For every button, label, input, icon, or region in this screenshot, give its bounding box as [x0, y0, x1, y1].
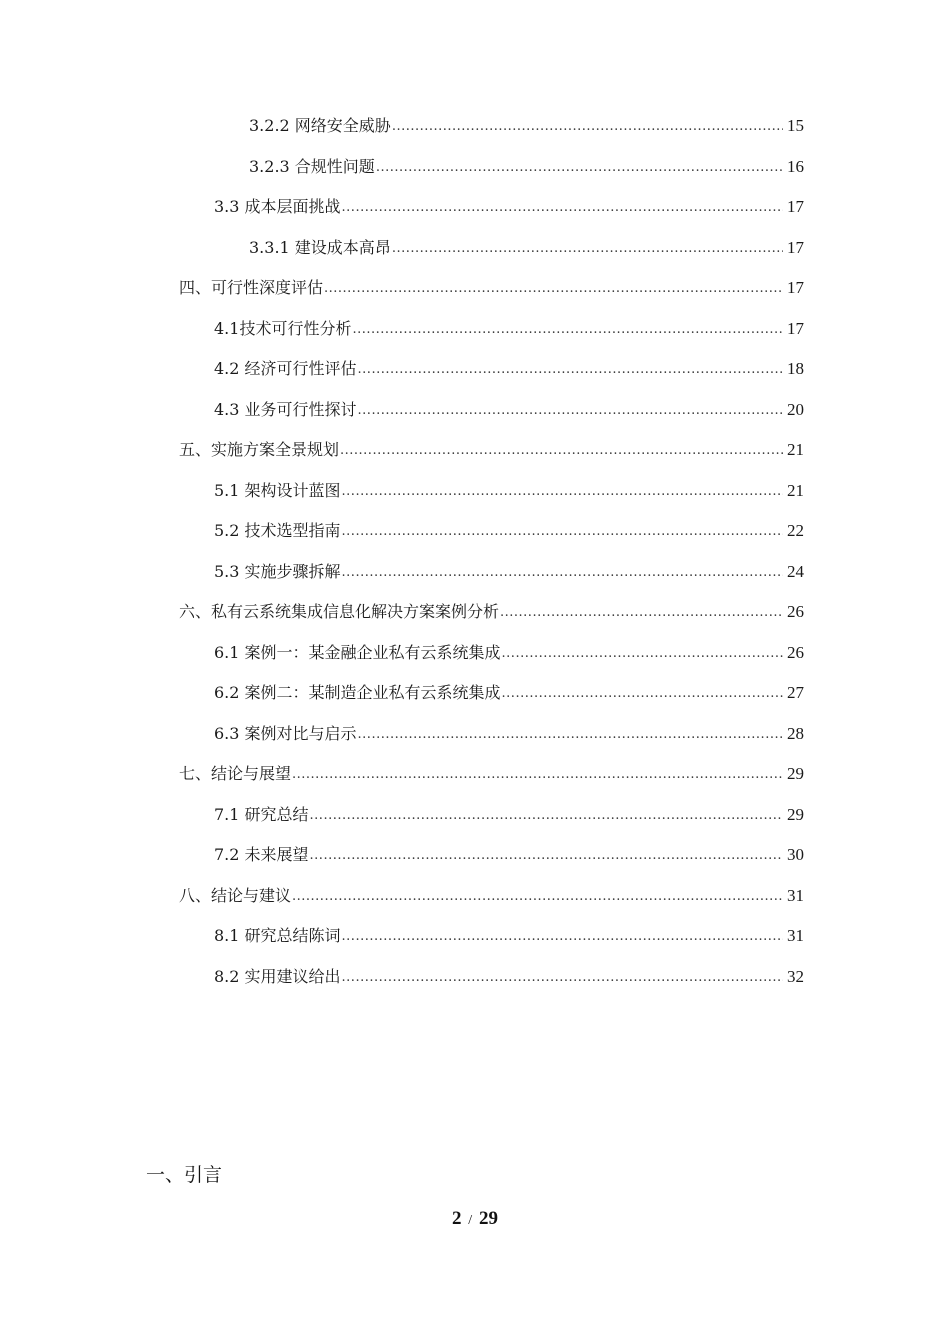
toc-entry-line	[249, 238, 950, 260]
toc-entry-page: 27	[787, 683, 804, 703]
toc-entry[interactable]	[0, 553, 950, 594]
total-page-count: 29	[478, 1208, 498, 1229]
toc-entry[interactable]	[0, 229, 950, 270]
toc-entry-title: 案例一：某金融企业私有云系统集成	[244, 642, 501, 662]
toc-entry-title: 案例二：某制造企业私有云系统集成	[244, 683, 501, 703]
toc-entry-page: 20	[787, 399, 804, 419]
toc-entry[interactable]	[0, 188, 950, 229]
toc-entry-number: 5.1	[214, 480, 245, 500]
toc-entry-line	[214, 319, 950, 341]
toc-entry-line	[214, 967, 950, 989]
toc-dot-leader	[342, 968, 783, 988]
toc-entry[interactable]	[0, 107, 950, 148]
toc-entry[interactable]	[0, 512, 950, 553]
toc-entry-title: 六、私有云系统集成信息化解决方案案例分析	[179, 602, 500, 622]
toc-entry-line	[179, 278, 950, 300]
toc-entry-line	[214, 359, 950, 381]
toc-entry-page: 29	[787, 804, 804, 824]
toc-dot-leader	[392, 239, 783, 259]
toc-entry-line	[214, 197, 950, 219]
toc-entry-title: 成本层面挑战	[244, 197, 341, 217]
toc-entry-number: 5.2	[214, 521, 245, 541]
toc-entry-number: 7.1	[214, 804, 245, 824]
toc-entry-number: 3.2.3	[249, 156, 295, 176]
toc-entry[interactable]	[0, 148, 950, 189]
toc-entry[interactable]	[0, 593, 950, 634]
toc-entry-page: 24	[787, 561, 804, 581]
toc-dot-leader	[376, 158, 783, 178]
toc-entry-line	[214, 724, 950, 746]
toc-entry-line	[179, 886, 950, 908]
toc-entry[interactable]	[0, 674, 950, 715]
toc-entry-title: 五、实施方案全景规划	[179, 440, 340, 460]
section-heading: 一、引言	[146, 1164, 223, 1186]
toc-dot-leader	[358, 360, 783, 380]
page-number-footer	[0, 1208, 950, 1230]
toc-dot-leader	[342, 927, 783, 947]
toc-dot-leader	[310, 846, 783, 866]
toc-entry-number: 6.3	[214, 723, 245, 743]
toc-entry-line	[214, 683, 950, 705]
toc-entry-page: 26	[787, 642, 804, 662]
toc-entry-page: 22	[787, 521, 804, 541]
toc-entry-number: 4.2	[214, 359, 245, 379]
toc-entry-title: 未来展望	[244, 845, 309, 865]
toc-entry-title: 架构设计蓝图	[244, 480, 341, 500]
toc-entry-page: 31	[787, 885, 804, 905]
toc-entry[interactable]	[0, 755, 950, 796]
toc-entry-line	[179, 602, 950, 624]
toc-entry-number: 6.1	[214, 642, 245, 662]
toc-entry-line	[214, 481, 950, 503]
toc-entry-page: 17	[787, 318, 804, 338]
toc-dot-leader	[502, 684, 783, 704]
toc-dot-leader	[310, 806, 783, 826]
toc-entry-title: 八、结论与建议	[179, 885, 292, 905]
toc-entry-title: 网络安全威胁	[294, 116, 391, 136]
toc-entry[interactable]	[0, 877, 950, 918]
toc-entry-line	[214, 643, 950, 665]
table-of-contents	[0, 107, 950, 998]
toc-dot-leader	[358, 725, 783, 745]
toc-entry[interactable]	[0, 917, 950, 958]
toc-entry[interactable]	[0, 431, 950, 472]
toc-entry-number: 6.2	[214, 683, 245, 703]
toc-entry-page: 17	[787, 237, 804, 257]
toc-dot-leader	[342, 563, 783, 583]
toc-entry-number: 4.1	[214, 318, 240, 338]
toc-entry-page: 15	[787, 116, 804, 136]
toc-dot-leader	[292, 765, 783, 785]
toc-entry[interactable]	[0, 634, 950, 675]
toc-entry-title: 技术可行性分析	[239, 318, 352, 338]
toc-entry[interactable]	[0, 350, 950, 391]
toc-entry-title: 研究总结陈词	[244, 926, 341, 946]
toc-entry-title: 实施步骤拆解	[244, 561, 341, 581]
toc-entry-title: 研究总结	[244, 804, 309, 824]
toc-entry-title: 经济可行性评估	[244, 359, 357, 379]
toc-entry-number: 3.2.2	[249, 116, 295, 136]
toc-entry-page: 26	[787, 602, 804, 622]
toc-entry[interactable]	[0, 796, 950, 837]
toc-entry-number: 3.3	[214, 197, 245, 217]
toc-entry-line	[214, 926, 950, 948]
toc-entry-line	[249, 116, 950, 138]
toc-entry[interactable]	[0, 269, 950, 310]
toc-entry-line	[214, 562, 950, 584]
toc-entry-line	[214, 521, 950, 543]
toc-entry-title: 四、可行性深度评估	[179, 278, 324, 298]
toc-entry-number: 3.3.1	[249, 237, 295, 257]
toc-entry-title: 建设成本高昂	[294, 237, 391, 257]
toc-entry-line	[214, 400, 950, 422]
current-page-number: 2	[452, 1208, 462, 1229]
toc-entry-number: 8.2	[214, 966, 245, 986]
toc-entry-line	[179, 764, 950, 786]
toc-entry[interactable]	[0, 958, 950, 999]
toc-dot-leader	[324, 279, 783, 299]
toc-entry-page: 17	[787, 278, 804, 298]
toc-dot-leader	[358, 401, 783, 421]
toc-entry-page: 28	[787, 723, 804, 743]
toc-entry-page: 29	[787, 764, 804, 784]
toc-entry-page: 16	[787, 156, 804, 176]
toc-dot-leader	[342, 482, 783, 502]
toc-entry-number: 7.2	[214, 845, 245, 865]
toc-entry-title: 案例对比与启示	[244, 723, 357, 743]
toc-dot-leader	[500, 603, 783, 623]
toc-entry-title: 七、结论与展望	[179, 764, 292, 784]
toc-dot-leader	[340, 441, 783, 461]
toc-entry-page: 18	[787, 359, 804, 379]
toc-dot-leader	[352, 320, 783, 340]
toc-entry-title: 合规性问题	[294, 156, 375, 176]
toc-entry[interactable]	[0, 472, 950, 513]
toc-entry-line	[214, 805, 950, 827]
toc-entry-title: 实用建议给出	[244, 966, 341, 986]
toc-dot-leader	[342, 522, 783, 542]
page-separator: /	[468, 1213, 473, 1228]
toc-entry[interactable]	[0, 310, 950, 351]
toc-entry[interactable]	[0, 391, 950, 432]
toc-entry-page: 32	[787, 966, 804, 986]
toc-entry-line	[179, 440, 950, 462]
toc-entry-page: 17	[787, 197, 804, 217]
toc-entry-page: 30	[787, 845, 804, 865]
toc-dot-leader	[502, 644, 783, 664]
toc-entry-line	[249, 157, 950, 179]
toc-dot-leader	[292, 887, 783, 907]
toc-entry[interactable]	[0, 836, 950, 877]
toc-entry-line	[214, 845, 950, 867]
toc-entry-number: 5.3	[214, 561, 245, 581]
toc-entry-page: 21	[787, 480, 804, 500]
toc-entry-page: 31	[787, 926, 804, 946]
toc-dot-leader	[342, 198, 783, 218]
toc-entry[interactable]	[0, 715, 950, 756]
toc-entry-title: 业务可行性探讨	[244, 399, 357, 419]
toc-entry-page: 21	[787, 440, 804, 460]
toc-dot-leader	[392, 117, 783, 137]
toc-entry-number: 4.3	[214, 399, 245, 419]
toc-entry-number: 8.1	[214, 926, 245, 946]
toc-entry-title: 技术选型指南	[244, 521, 341, 541]
